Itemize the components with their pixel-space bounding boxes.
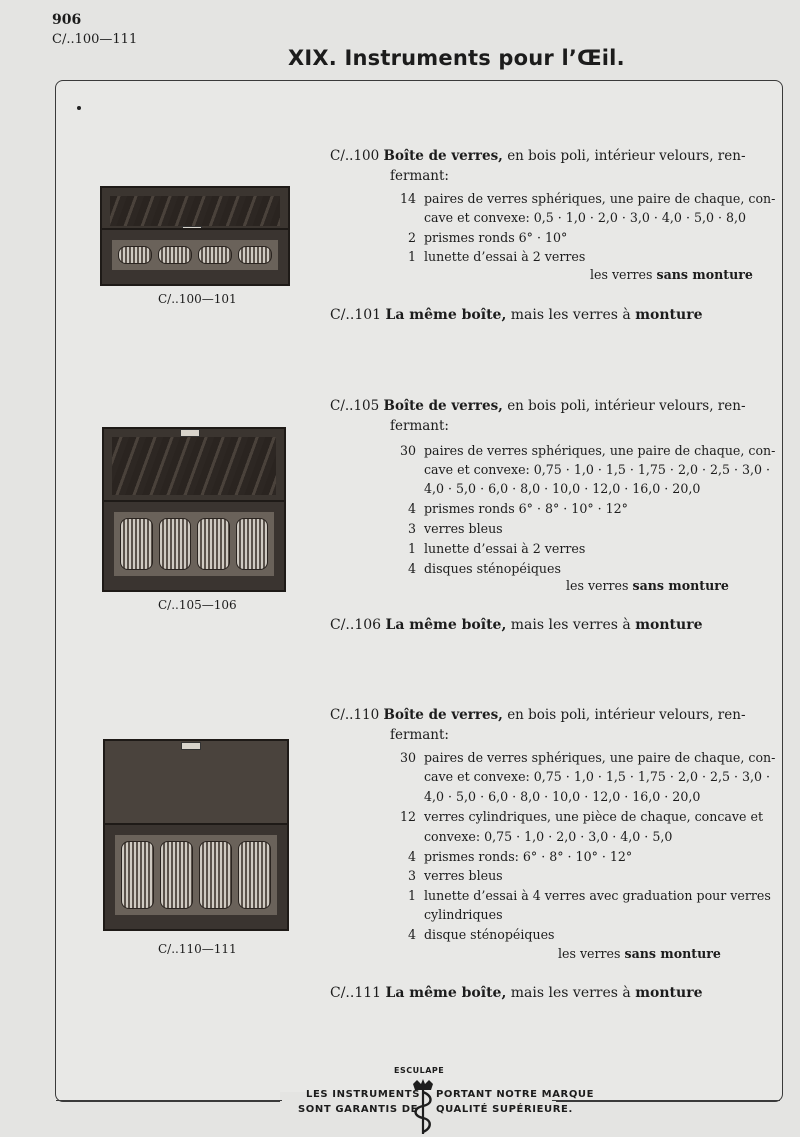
variant-code: C/..111 xyxy=(330,985,382,1001)
guarantee-text-left-1: LES INSTRUMENTS xyxy=(306,1089,420,1100)
product-description-cont: fermant: xyxy=(390,168,449,184)
brand-name: ESCULAPE xyxy=(394,1066,445,1075)
contents-item: 4 disques sténopéiques xyxy=(407,561,561,576)
product-description: en bois poli, intérieur velours, ren- xyxy=(507,148,746,164)
contents-list-110 xyxy=(400,748,776,944)
variant-entry-106: C/..106 La même boîte, mais les verres à monture xyxy=(330,617,703,633)
contents-item: 4 prismes ronds: 6° · 8° · 10° · 12° xyxy=(407,849,633,864)
contents-item: 3 verres bleus xyxy=(407,521,503,536)
box-lid xyxy=(103,739,289,829)
variant-code: C/..106 xyxy=(330,617,382,633)
contents-item: 1 lunette d’essai à 2 verres xyxy=(407,541,586,556)
lens-box-illustration-2 xyxy=(102,427,286,592)
box-lid xyxy=(102,427,286,503)
contents-item: cylindriques xyxy=(424,907,503,922)
product-code: C/..105 xyxy=(330,398,380,414)
product-code: C/..110 xyxy=(330,707,380,723)
figure-caption: C/..105—106 xyxy=(158,598,237,612)
contents-item: cave et convexe: 0,75 · 1,0 · 1,5 · 1,75 · 2,0 · 2,5 · 3,0 · xyxy=(424,769,771,784)
contents-item: convexe: 0,75 · 1,0 · 2,0 · 3,0 · 4,0 · 5,0 xyxy=(424,829,673,844)
product-name: Boîte de verres, xyxy=(383,148,503,164)
page-number: 906 xyxy=(52,12,82,28)
guarantee-text-right-1: PORTANT NOTRE MARQUE xyxy=(436,1089,595,1100)
variant-name: La même boîte, xyxy=(385,985,507,1001)
figure-caption: C/..110—111 xyxy=(158,942,237,956)
contents-item: 30 paires de verres sphériques, une paire de chaque, con- xyxy=(400,750,776,765)
mounting-note: les verres sans monture xyxy=(566,578,729,593)
product-entry-110 xyxy=(330,705,770,745)
lens-box-illustration-3 xyxy=(103,739,289,931)
variant-code: C/..101 xyxy=(330,307,382,323)
product-entry-100 xyxy=(330,146,770,186)
contents-item: 1 lunette d’essai à 2 verres xyxy=(407,249,586,264)
figure-caption: C/..100—101 xyxy=(158,292,237,306)
footer-rule-right xyxy=(552,1100,780,1101)
contents-item: 12 verres cylindriques, une pièce de chaque, concave et xyxy=(400,809,764,824)
contents-item: cave et convexe: 0,75 · 1,0 · 1,5 · 1,75 · 2,0 · 2,5 · 3,0 · xyxy=(424,462,771,477)
page-range-reference: C/..100—111 xyxy=(52,32,138,47)
product-description: en bois poli, intérieur velours, ren- xyxy=(507,707,746,723)
product-description-cont: fermant: xyxy=(390,418,449,434)
guarantee-text-left-2: SONT GARANTIS DE xyxy=(298,1104,419,1115)
contents-item: cave et convexe: 0,5 · 1,0 · 2,0 · 3,0 · 4,0 · 5,0 · 8,0 xyxy=(424,210,747,225)
page-title: XIX. Instruments pour l’Œil. xyxy=(288,46,625,70)
contents-item: 14 paires de verres sphériques, une paire de chaque, con- xyxy=(400,191,776,206)
product-name: Boîte de verres, xyxy=(383,707,503,723)
guarantee-text-right-2: QUALITÉ SUPÉRIEURE. xyxy=(436,1104,573,1115)
box-base xyxy=(100,228,290,286)
box-clasp xyxy=(181,742,201,750)
product-description-cont: fermant: xyxy=(390,727,449,743)
lens-box-illustration-1 xyxy=(100,186,290,286)
contents-item: 4 disque sténopéiques xyxy=(407,927,555,942)
box-clasp xyxy=(180,429,200,437)
variant-entry-101: C/..101 La même boîte, mais les verres à monture xyxy=(330,307,703,323)
contents-item: 2 prismes ronds 6° · 10° xyxy=(407,230,568,245)
contents-item: 1 lunette d’essai à 4 verres avec graduation pour verres xyxy=(407,888,771,903)
mounting-note: les verres sans monture xyxy=(590,267,753,282)
contents-item: 4 prismes ronds 6° · 8° · 10° · 12° xyxy=(407,501,628,516)
variant-entry-111: C/..111 La même boîte, mais les verres à monture xyxy=(330,985,703,1001)
contents-item: 3 verres bleus xyxy=(407,868,503,883)
contents-list-105 xyxy=(400,441,776,577)
contents-list-100 xyxy=(400,189,776,269)
contents-item: 4,0 · 5,0 · 6,0 · 8,0 · 10,0 · 12,0 · 16,0 · 20,0 xyxy=(424,789,701,804)
mounting-note: les verres sans monture xyxy=(558,946,721,961)
box-base xyxy=(103,823,289,931)
variant-name: La même boîte, xyxy=(385,307,507,323)
footer-rule-left xyxy=(56,1100,282,1101)
product-name: Boîte de verres, xyxy=(383,398,503,414)
variant-name: La même boîte, xyxy=(385,617,507,633)
product-entry-105 xyxy=(330,396,770,436)
product-description: en bois poli, intérieur velours, ren- xyxy=(507,398,746,414)
contents-item: 30 paires de verres sphériques, une paire de chaque, con- xyxy=(400,443,776,458)
frame-mark xyxy=(77,106,81,110)
box-base xyxy=(102,500,286,592)
product-code: C/..100 xyxy=(330,148,380,164)
contents-item: 4,0 · 5,0 · 6,0 · 8,0 · 10,0 · 12,0 · 16,0 · 20,0 xyxy=(424,481,701,496)
